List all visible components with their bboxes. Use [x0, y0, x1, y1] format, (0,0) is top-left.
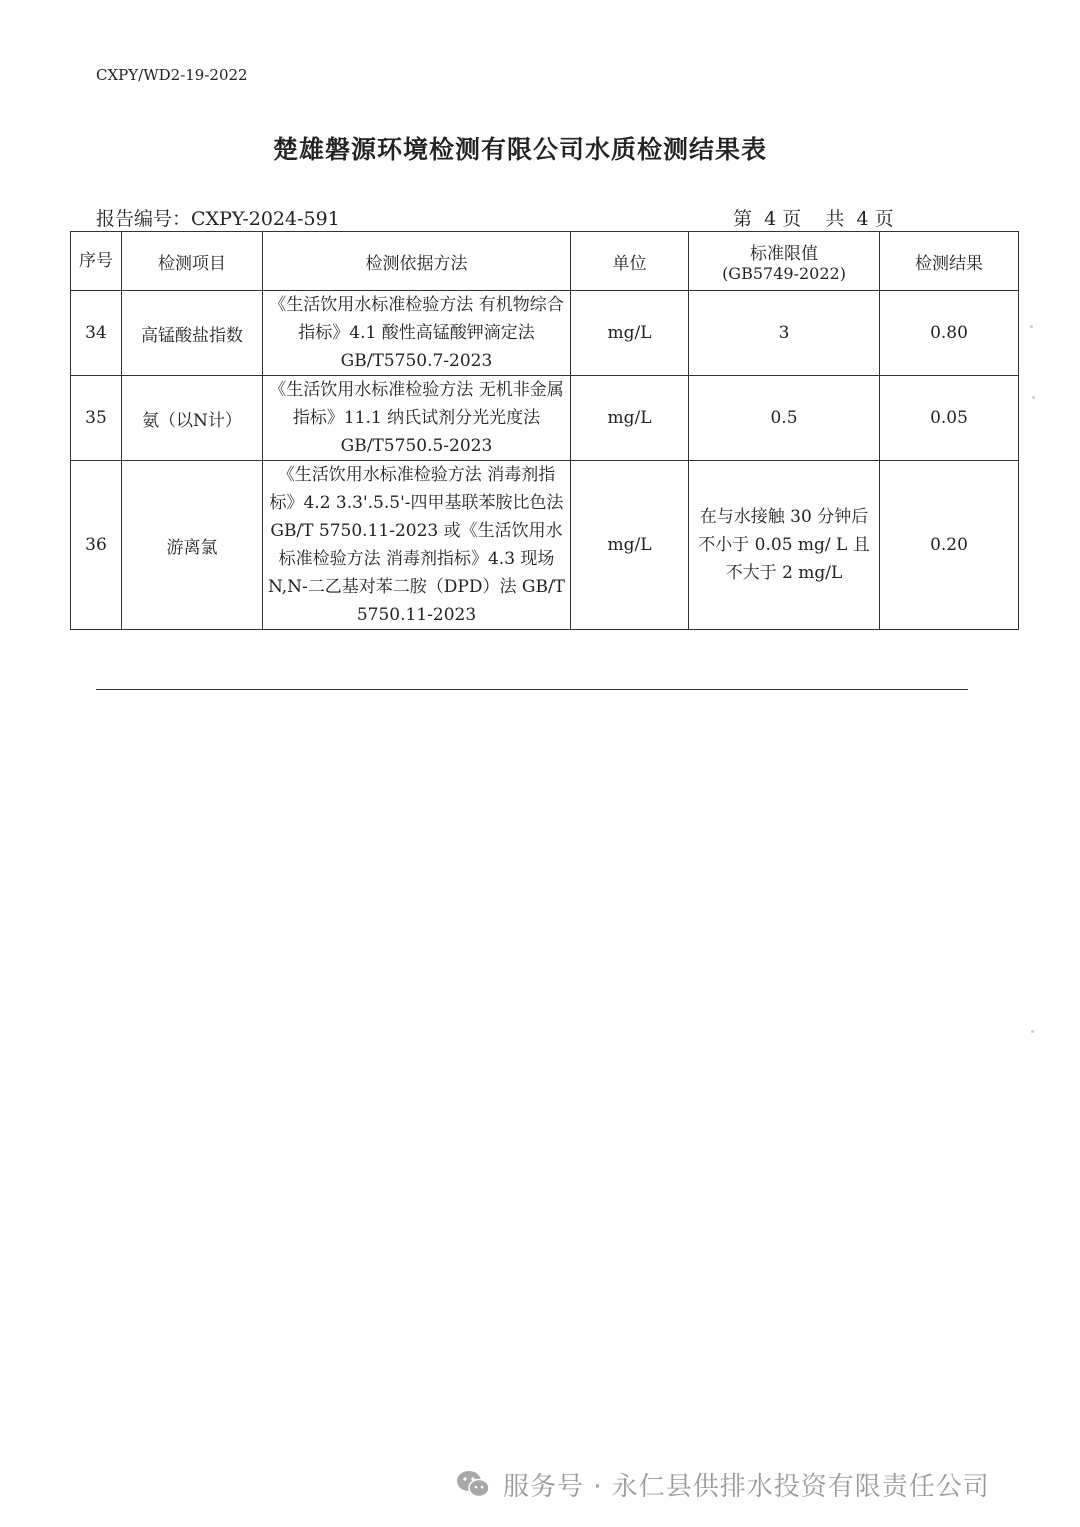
- header-seq: 序号: [71, 232, 122, 291]
- scan-speck: [1030, 325, 1033, 328]
- row-method: 《生活饮用水标准检验方法 有机物综合指标》4.1 酸性高锰酸钾滴定法 GB/T5750.7-2023: [263, 291, 571, 376]
- report-number: [96, 204, 340, 231]
- row-unit: mg/L: [571, 461, 689, 630]
- table-row: [71, 461, 1019, 630]
- scan-speck: [1032, 396, 1035, 399]
- report-number-value: CXPY-2024-591: [191, 208, 340, 230]
- row-unit: mg/L: [571, 291, 689, 376]
- row-result: 0.80: [880, 291, 1019, 376]
- end-rule: [96, 689, 968, 690]
- row-item: 氨（以N计）: [122, 376, 263, 461]
- header-limit-standard: (GB5749-2022): [722, 264, 846, 283]
- row-unit: mg/L: [571, 376, 689, 461]
- document-title: 楚雄磐源环境检测有限公司水质检测结果表: [272, 135, 767, 164]
- table-row: [71, 291, 1019, 376]
- row-limit: 0.5: [689, 376, 880, 461]
- row-result: 0.05: [880, 376, 1019, 461]
- report-number-label: 报告编号：: [96, 208, 192, 230]
- header-unit: 单位: [571, 232, 689, 291]
- row-seq: 34: [71, 291, 122, 376]
- row-item: 高锰酸盐指数: [122, 291, 263, 376]
- row-limit: 在与水接触 30 分钟后不小于 0.05 mg/ L 且不大于 2 mg/L: [689, 461, 880, 630]
- wechat-footer: [455, 1464, 990, 1504]
- header-limit: [689, 232, 880, 291]
- table-row: [71, 376, 1019, 461]
- row-item: 游离氯: [122, 461, 263, 630]
- header-item: 检测项目: [122, 232, 263, 291]
- row-method: 《生活饮用水标准检验方法 消毒剂指标》4.2 3.3'.5.5'-四甲基联苯胺比色法 GB/T 5750.11-2023 或《生活饮用水标准检验方法 消毒剂指标》4.3 现场 N,N-二乙基对苯二胺（DPD）法 GB/T 5750.11-2023: [263, 461, 571, 630]
- row-limit: 3: [689, 291, 880, 376]
- table-header-row: [71, 232, 1019, 291]
- header-method: 检测依据方法: [263, 232, 571, 291]
- header-result: 检测结果: [880, 232, 1019, 291]
- row-seq: 36: [71, 461, 122, 630]
- scan-speck: [1031, 1030, 1034, 1033]
- wechat-icon: [455, 1469, 491, 1499]
- row-method: 《生活饮用水标准检验方法 无机非金属指标》11.1 纳氏试剂分光光度法 GB/T5750.5-2023: [263, 376, 571, 461]
- results-table: [70, 231, 1019, 630]
- footer-text: 服务号 · 永仁县供排水投资有限责任公司: [503, 1471, 990, 1502]
- header-limit-label: 标准限值: [750, 244, 818, 264]
- page-info: 第 4 页 共 4 页: [733, 208, 894, 230]
- row-seq: 35: [71, 376, 122, 461]
- document-code: CXPY/WD2-19-2022: [96, 66, 248, 84]
- row-result: 0.20: [880, 461, 1019, 630]
